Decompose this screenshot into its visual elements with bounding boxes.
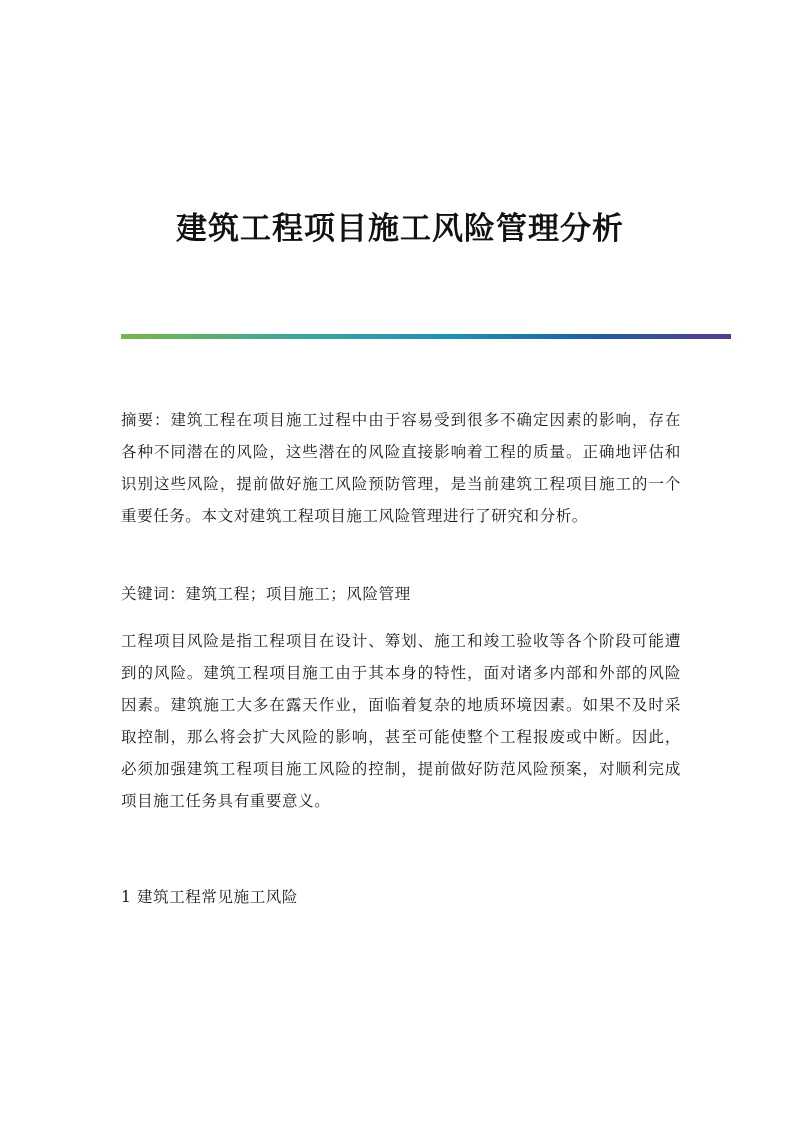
title-divider xyxy=(121,334,731,339)
intro-paragraph: 工程项目风险是指工程项目在设计、筹划、施工和竣工验收等各个阶段可能遭到的风险。建筑工程项目施工由于其本身的特性，面对诸多内部和外部的风险因素。建筑施工大多在露天作业，面临着复杂的地质环境因素。如果不及时采取控制，那么将会扩大风险的影响，甚至可能使整个工程报废或中断。因此，必须加强建筑工程项目施工风险的控制，提前做好防范风险预案，对顺利完成项目施工任务具有重要意义。 xyxy=(121,632,681,810)
abstract-paragraph: 摘要：建筑工程在项目施工过程中由于容易受到很多不确定因素的影响，存在各种不同潜在的风险，这些潜在的风险直接影响着工程的质量。正确地评估和识别这些风险，提前做好施工风险预防管理，是当前建筑工程项目施工的一个重要任务。本文对建筑工程项目施工风险管理进行了研究和分析。 xyxy=(121,411,681,525)
keywords-line: 关键词：建筑工程；项目施工；风险管理 xyxy=(121,585,411,603)
page-title: 建筑工程项目施工风险管理分析 xyxy=(176,210,624,247)
section-heading: 1 建筑工程常见施工风险 xyxy=(121,888,298,906)
